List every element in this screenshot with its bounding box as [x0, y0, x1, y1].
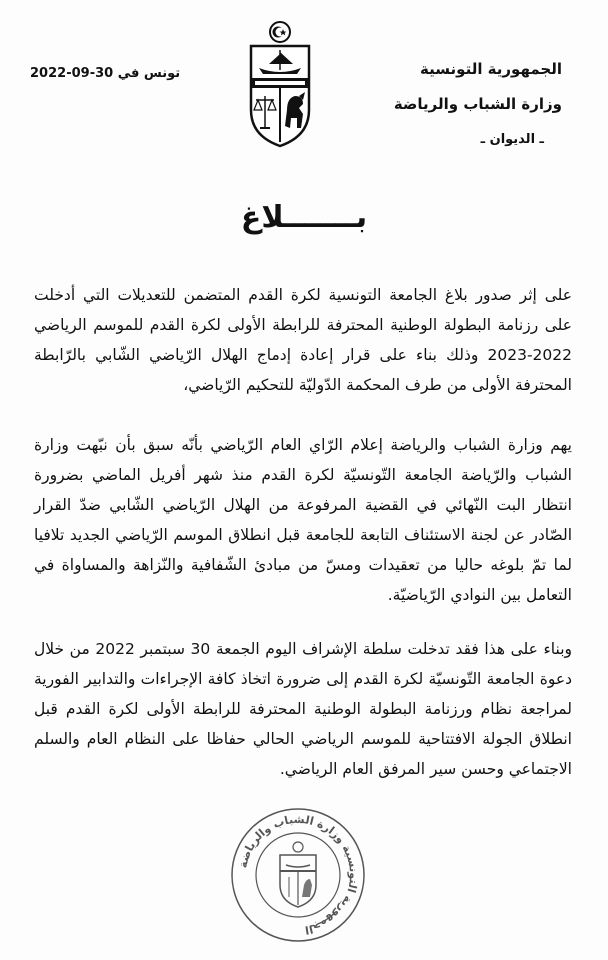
paragraph-2: يهم وزارة الشباب والرياضة إعلام الرّاي العام الرّياضي بأنّه سبق بأن نبّهت وزارة الشباب والرّياضة الجامعة التّونسيّة لكرة القدم منذ شهر أفريل الماضي بضرورة انتظار البت النّهائي في القضية المرفوعة من الهلال الرّياضي الشّابي ضدّ القرار الصّادر عن لجنة الاستئناف التابعة للجامعة قبل انطلاق الموسم الرّياضي الجديد تلافيا لما تمّ بلوغه حاليا من تعقيدات ومسّ من مبادئ الشّفافية والنّزاهة والمساواة في التعامل بين النوادي الرّياضيّة.: [34, 436, 572, 604]
document-title: بـــــــلاغ: [240, 200, 368, 235]
tunisia-coat-of-arms-icon: [247, 18, 313, 150]
official-seal-stamp: [228, 805, 368, 945]
document-body: [34, 280, 572, 784]
office-name: ـ الديوان ـ: [480, 132, 544, 147]
ministry-name: وزارة الشباب والرياضة: [393, 95, 562, 113]
country-name: الجمهورية التونسية: [420, 60, 562, 78]
paragraph-1: على إثر صدور بلاغ الجامعة التونسية لكرة القدم المتضمن للتعديلات التي أدخلت على رزنامة البطولة الوطنية المحترفة للرابطة الأولى لكرة القدم للموسم الرياضي 2022-2023 وذلك بناء على قرار إعادة إدماج الهلال الرّياضي الشّابي بالرّابطة المحترفة الأولى من طرف المحكمة الدّوليّة للتحكيم الرّياضي،: [34, 286, 572, 394]
stamp-ring-text: الجمهورية التونسية وزارة الشباب والرياضة: [236, 812, 361, 937]
place-date: تونس في 30-09-2022: [30, 66, 181, 81]
paragraph-3: وبناء على هذا فقد تدخلت سلطة الإشراف اليوم الجمعة 30 سبتمبر 2022 من خلال دعوة الجامعة التّونسيّة لكرة القدم إلى ضرورة اتخاذ كافة الإجراءات والتدابير الفورية لمراجعة نظام ورزنامة البطولة الوطنية المحترفة للرابطة الأولى لكرة القدم قبل انطلاق الجولة الافتتاحية للموسم الرياضي الحالي حفاظا على النظام العام والسلم الاجتماعي وحسن سير المرفق العام الرياضي.: [34, 640, 572, 778]
letterhead-sender: [392, 62, 562, 147]
